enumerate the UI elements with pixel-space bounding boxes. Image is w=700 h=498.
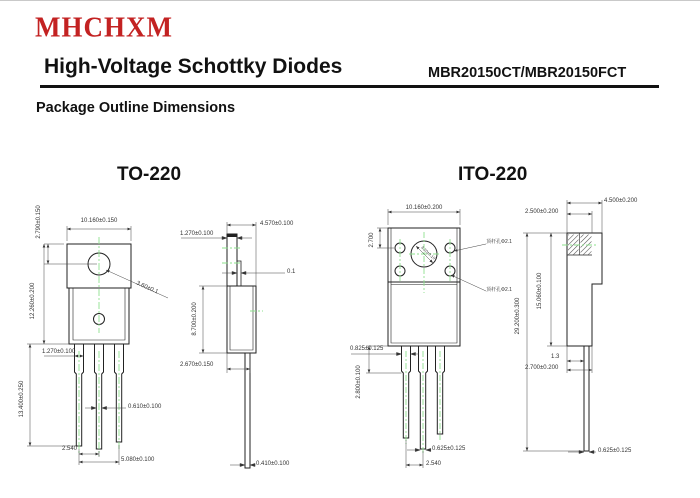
dim-ito220-hole-dia: 3.20±0.10 xyxy=(420,244,437,261)
dim-ito220-lead-pitch: 2.540 xyxy=(426,461,442,467)
dim-to220-body-width: 10.160±0.150 xyxy=(80,218,118,224)
dim-ito220-lead-thickness: 0.625±0.125 xyxy=(598,448,632,454)
dim-to220-total-depth: 4.570±0.100 xyxy=(260,221,294,227)
ito220-front-dimensions xyxy=(351,209,486,468)
dim-ito220-overall-length: 29.200±0.300 xyxy=(515,297,521,335)
dim-to220-hole-offset: 2.790±0.150 xyxy=(36,205,42,239)
label-ito220-pin-hole-bottom: 顶杆孔Φ2.1 xyxy=(486,287,512,293)
dim-ito220-lead-width: 0.625±0.125 xyxy=(432,446,466,452)
dim-ito220-tab-depth: 2.500±0.200 xyxy=(525,209,559,215)
page-title: High-Voltage Schottky Diodes xyxy=(44,55,343,78)
dim-to220-tab-thickness: 1.270±0.100 xyxy=(180,231,214,237)
dim-ito220-lead-offset: 1.3 xyxy=(551,354,560,360)
to220-front-centerlines xyxy=(79,237,119,456)
dim-to220-lead-span: 5.080±0.100 xyxy=(121,457,155,463)
package-outline-drawings xyxy=(0,1,700,498)
dim-to220-side-body-height: 8.700±0.200 xyxy=(192,302,198,336)
section-heading: Package Outline Dimensions xyxy=(36,100,236,116)
to220-front-dimensions xyxy=(27,226,168,465)
dim-ito220-hole-offset: 2.700 xyxy=(369,232,375,248)
part-number: MBR20150CT/MBR20150FCT xyxy=(428,65,627,81)
dim-to220-lead-thickness: 0.410±0.100 xyxy=(256,461,290,467)
dim-ito220-lead-shoulder-width: 0.825±0.125 xyxy=(350,346,384,352)
dim-to220-lead-length: 13.400±0.250 xyxy=(19,380,25,418)
to220-side-outline xyxy=(227,234,256,468)
dim-to220-body-depth: 2.670±0.150 xyxy=(180,362,214,368)
dim-to220-body-height: 12.260±0.200 xyxy=(30,282,36,320)
to220-side-dimensions xyxy=(181,222,285,467)
dim-ito220-body-depth: 2.700±0.200 xyxy=(525,365,559,371)
dim-to220-lead-pitch: 2.540 xyxy=(62,446,78,452)
dim-to220-hole-dia: 3.60±0.1 xyxy=(135,280,159,296)
dim-to220-step: 0.1 xyxy=(287,269,296,275)
brand-logo: MHCHXM xyxy=(35,11,173,43)
dim-to220-lead-shoulder-width: 1.270±0.100 xyxy=(42,349,76,355)
dim-to220-lead-width: 0.610±0.100 xyxy=(128,404,162,410)
ito220-title: ITO-220 xyxy=(458,164,528,185)
to220-side-centerlines xyxy=(222,248,263,311)
label-ito220-pin-hole-top: 顶杆孔Φ2.1 xyxy=(486,239,512,245)
dim-ito220-shoulder-length: 2.800±0.100 xyxy=(356,365,362,399)
to220-title: TO-220 xyxy=(117,164,182,185)
dim-ito220-total-depth: 4.500±0.200 xyxy=(604,198,638,204)
dim-ito220-body-width: 10.160±0.200 xyxy=(405,205,443,211)
ito220-side-outline xyxy=(567,233,602,451)
dim-ito220-side-body-height: 15.060±0.100 xyxy=(537,272,543,310)
